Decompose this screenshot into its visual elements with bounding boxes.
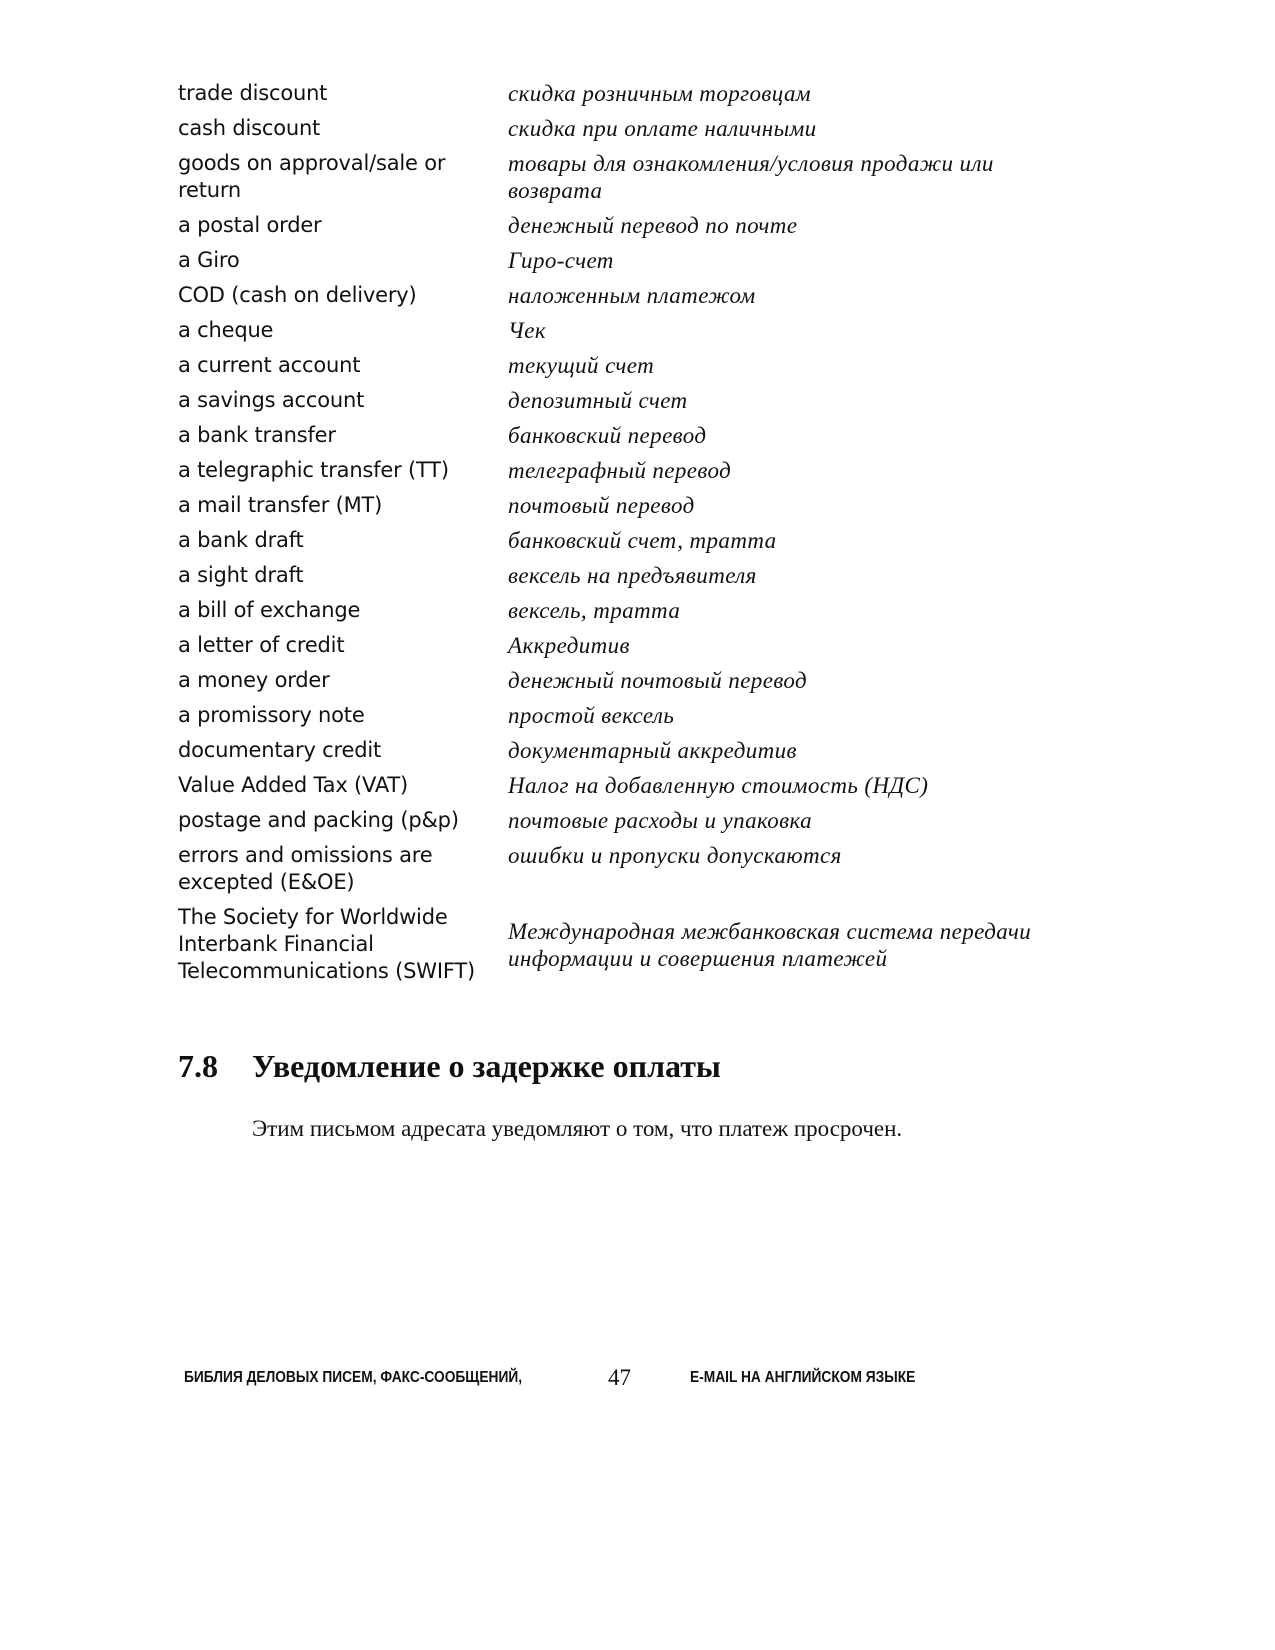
glossary-translation: товары для ознакомления/условия продажи или возврата [508, 151, 994, 203]
glossary-translation: скидка розничным торговцам [508, 81, 811, 106]
glossary-term: a Giro [178, 248, 240, 272]
glossary-row [178, 212, 1058, 239]
glossary-row [178, 737, 1058, 764]
glossary-row [178, 772, 1058, 799]
glossary-row [178, 597, 1058, 624]
glossary-translation: вексель, тратта [508, 598, 681, 623]
glossary-translation: текущий счет [508, 353, 655, 378]
glossary-translation: почтовые расходы и упаковка [508, 808, 813, 833]
glossary-row [178, 115, 1058, 142]
glossary-term: a letter of credit [178, 633, 345, 657]
glossary-term: errors and omissions are excepted (E&OE) [178, 843, 433, 894]
glossary-term: a mail transfer (MT) [178, 493, 383, 517]
glossary-translation: простой вексель [508, 703, 675, 728]
glossary-row [178, 562, 1058, 589]
glossary-term: a promissory note [178, 703, 365, 727]
glossary-term: a sight draft [178, 563, 304, 587]
section-title: Уведомление о задержке оплаты [252, 1048, 721, 1084]
glossary-term: Value Added Tax (VAT) [178, 773, 409, 797]
glossary-translation: денежный перевод по почте [508, 213, 798, 238]
glossary-term: a money order [178, 668, 330, 692]
section-heading [178, 1046, 721, 1086]
glossary-term: cash discount [178, 116, 321, 140]
glossary-table [178, 80, 1058, 993]
glossary-term: a bill of exchange [178, 598, 361, 622]
glossary-row [178, 842, 1058, 896]
footer-book-title-right: E-MAIL НА АНГЛИЙСКОМ ЯЗЫКЕ [690, 1369, 916, 1386]
glossary-translation: Чек [508, 318, 547, 343]
glossary-translation: скидка при оплате наличными [508, 116, 817, 141]
page-number: 47 [608, 1365, 631, 1390]
glossary-term: a cheque [178, 318, 274, 342]
glossary-term: a current account [178, 353, 361, 377]
glossary-term: a bank draft [178, 528, 304, 552]
glossary-row [178, 247, 1058, 274]
glossary-row [178, 702, 1058, 729]
glossary-term: The Society for Worldwide Interbank Financial Telecommunications (SWIFT) [178, 905, 475, 983]
glossary-translation: документарный аккредитив [508, 738, 797, 763]
glossary-translation: Налог на добавленную стоимость (НДС) [508, 773, 929, 798]
footer-book-title-left: БИБЛИЯ ДЕЛОВЫХ ПИСЕМ, ФАКС-СООБЩЕНИЙ, [184, 1369, 523, 1386]
glossary-row [178, 150, 1058, 204]
glossary-row [178, 667, 1058, 694]
glossary-term: a postal order [178, 213, 322, 237]
glossary-translation: ошибки и пропуски допускаются [508, 843, 842, 868]
glossary-row [178, 352, 1058, 379]
glossary-row [178, 457, 1058, 484]
glossary-term: goods on approval/sale or return [178, 151, 446, 202]
glossary-row [178, 387, 1058, 414]
glossary-translation: вексель на предъявителя [508, 563, 757, 588]
glossary-translation: депозитный счет [508, 388, 688, 413]
glossary-translation: Аккредитив [508, 633, 630, 658]
glossary-translation: банковский перевод [508, 423, 707, 448]
glossary-row [178, 904, 1058, 985]
glossary-row [178, 80, 1058, 107]
glossary-row [178, 527, 1058, 554]
glossary-translation: наложенным платежом [508, 283, 756, 308]
glossary-term: a telegraphic transfer (TT) [178, 458, 449, 482]
glossary-row [178, 807, 1058, 834]
glossary-row [178, 632, 1058, 659]
glossary-term: COD (cash on delivery) [178, 283, 417, 307]
glossary-term: postage and packing (p&p) [178, 808, 459, 832]
glossary-row [178, 317, 1058, 344]
page-footer [0, 1365, 1275, 1405]
glossary-term: a savings account [178, 388, 365, 412]
glossary-row [178, 282, 1058, 309]
glossary-translation: денежный почтовый перевод [508, 668, 808, 693]
glossary-term: a bank transfer [178, 423, 336, 447]
glossary-row [178, 492, 1058, 519]
glossary-translation: почтовый перевод [508, 493, 695, 518]
glossary-translation: телеграфный перевод [508, 458, 732, 483]
glossary-term: trade discount [178, 81, 328, 105]
glossary-translation: банковский счет, тратта [508, 528, 777, 553]
section-intro: Этим письмом адресата уведомляют о том, что платеж просрочен. [252, 1116, 903, 1141]
glossary-translation: Международная межбанковская система передачи информации и совершения платежей [508, 919, 1032, 971]
glossary-translation: Гиро-счет [508, 248, 614, 273]
glossary-row [178, 422, 1058, 449]
glossary-term: documentary credit [178, 738, 381, 762]
section-number: 7.8 [178, 1048, 218, 1084]
